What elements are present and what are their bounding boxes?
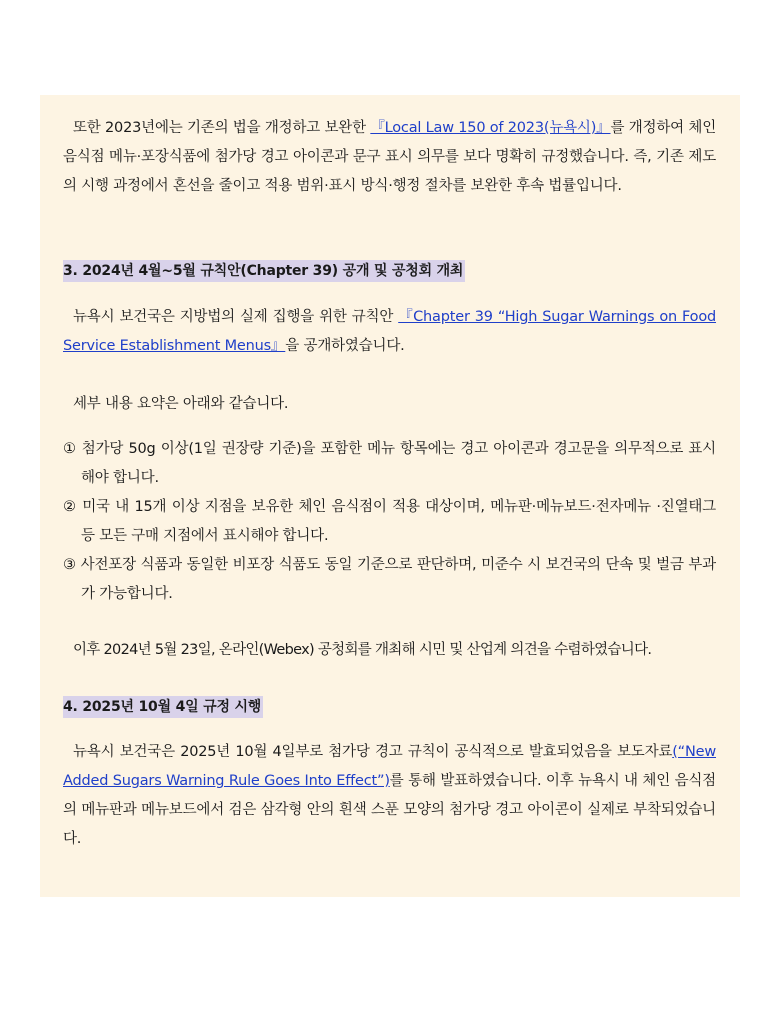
hearing-paragraph: [63, 636, 716, 665]
list-item: ③ 사전포장 식품과 동일한 비포장 식품도 동일 기준으로 판단하며, 미준수 시 보건국의 단속 및 벌금 부과가 가능합니다.: [63, 557, 716, 602]
section-3-heading: 3. 2024년 4월~5월 규칙안(Chapter 39) 공개 및 공청회 개최: [63, 260, 465, 282]
paragraph-rule-proposal: [63, 303, 716, 361]
summary-list: [63, 435, 716, 609]
section-4-heading: 4. 2025년 10월 4일 규정 시행: [63, 696, 263, 718]
paragraph-text: 뉴욕시 보건국은 지방법의 실제 집행을 위한 규칙안: [73, 309, 399, 325]
paragraph-enforcement: [63, 738, 716, 854]
paragraph-local-law: [63, 114, 716, 201]
paragraph-text: 을 공개하였습니다.: [285, 338, 405, 354]
paragraph-text: 이후 2024년 5월 23일, 온라인(Webex) 공청회를 개최해 시민 및 산업계 의견을 수렴하였습니다.: [73, 642, 652, 658]
list-item: ② 미국 내 15개 이상 지점을 보유한 체인 음식점이 적용 대상이며, 메뉴판·메뉴보드·전자메뉴 ·진열태그 등 모든 구매 지점에서 표시해야 합니다.: [63, 499, 716, 544]
document-panel: [40, 95, 740, 897]
paragraph-text: 세부 내용 요약은 아래와 같습니다.: [73, 396, 289, 412]
summary-lead: [63, 390, 716, 419]
paragraph-text: 를 통해 발표하였습니다. 이후 뉴욕시 내 체인 음식점의 메뉴판과 메뉴보드에서 검은 삼각형 안의 흰색 스푼 모양의 첨가당 경고 아이콘이 실제로 부착되었습니다.: [63, 773, 716, 847]
list-item: ① 첨가당 50g 이상(1일 권장량 기준)을 포함한 메뉴 항목에는 경고 아이콘과 경고문을 의무적으로 표시해야 합니다.: [63, 441, 716, 486]
paragraph-text: 또한 2023년에는 기존의 법을 개정하고 보완한: [73, 120, 371, 136]
paragraph-text: 뉴욕시 보건국은 2025년 10월 4일부로 첨가당 경고 규칙이 공식적으로 발효되었음을 보도자료: [73, 744, 673, 760]
paragraph-text: 를 개정하여 체인 음식점 메뉴·포장식품에 첨가당 경고 아이콘과 문구 표시 의무를 보다 명확히 규정했습니다. 즉, 기존 제도의 시행 과정에서 혼선을 줄이고 적용 범위·표시 방식·행정 절차를 보완한 후속 법률입니다.: [63, 120, 716, 194]
press-release-link[interactable]: (“New Added Sugars Warning Rule Goes Into Effect”): [63, 744, 716, 789]
local-law-link[interactable]: 『Local Law 150 of 2023(뉴욕시)』: [370, 120, 611, 136]
chapter-39-link[interactable]: 『Chapter 39 “High Sugar Warnings on Food Service Establishment Menus』: [63, 309, 717, 354]
